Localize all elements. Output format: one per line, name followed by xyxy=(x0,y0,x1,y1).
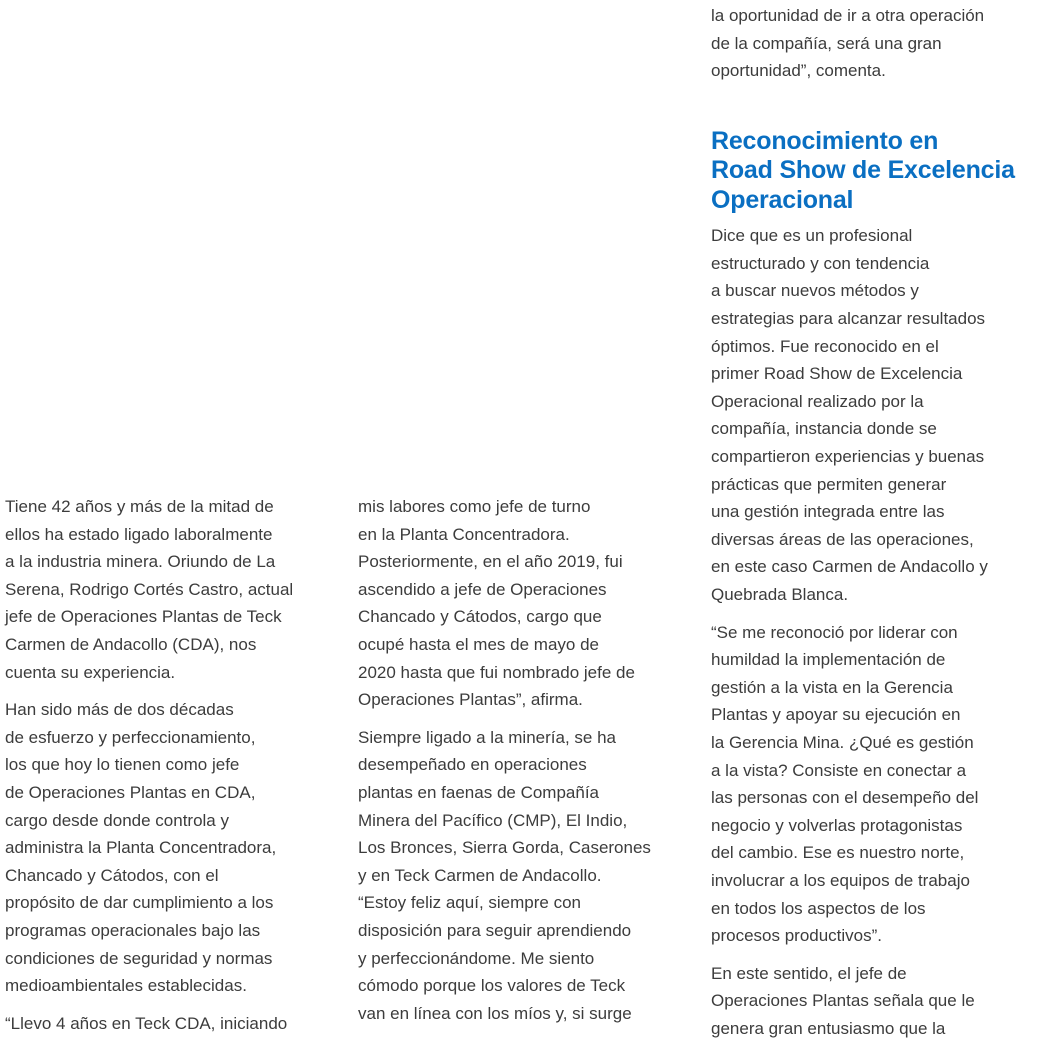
paragraph-quote-start: “Llevo 4 años en Teck CDA, iniciando xyxy=(5,1013,288,1033)
paragraph-quote-continued: mis labores como jefe de turno en la Planta Concentradora. Posteriormente, en el año 2019, fui ascendido a jefe de Operaciones Chancado y Cátodos, cargo que ocupé hasta el mes de mayo de 2020 hasta que fui nombrado jefe de Operaciones Plantas”, afirma. xyxy=(358,497,635,710)
article-column-1 xyxy=(5,493,335,1037)
paragraph-recognition: Dice que es un profesional estructurado y con tendencia a buscar nuevos métodos y estrategias para alcanzar resultados óptimos. Fue reconocido en el primer Road Show de Excelencia Operacional realizado por la compañía, instancia donde se compartieron experiencias y buenas prácticas que permiten generar una gestión integrada entre las diversas áreas de las operaciones, en este caso Carmen de Andacollo y Quebrada Blanca. xyxy=(711,226,988,604)
paragraph-quote-end: la oportunidad de ir a otra operación de la compañía, será una gran oportunidad”, comenta. xyxy=(711,6,985,81)
article-column-3 xyxy=(711,2,1037,1043)
paragraph-recognition-quote: “Se me reconoció por liderar con humildad la implementación de gestión a la vista en la Gerencia Plantas y apoyar su ejecución en la Gerencia Mina. ¿Qué es gestión a la vista? Consiste en conectar a las personas con el desempeño del negocio y volverlas protagonistas del cambio. Ese es nuestro norte, involucrar a los equipos de trabajo en todos los aspectos de los procesos productivos”. xyxy=(711,622,979,946)
paragraph-quote-happy: “Estoy feliz aquí, siempre con disposición para seguir aprendiendo y perfeccionándome. Me siento cómodo porque los valores de Teck van en línea con los míos y, si surge xyxy=(358,893,632,1023)
paragraph-enthusiasm: En este sentido, el jefe de Operaciones Plantas señala que le genera gran entusiasmo que la xyxy=(711,963,975,1038)
section-heading: Reconocimiento en Road Show de Excelencia Operacional xyxy=(711,126,1015,214)
paragraph-intro: Tiene 42 años y más de la mitad de ellos ha estado ligado laboralmente a la industria minera. Oriundo de La Serena, Rodrigo Cortés Castro, actual jefe de Operaciones Plantas de Teck Carmen de Andacollo (CDA), nos cuenta su experiencia. xyxy=(5,497,294,682)
article-column-2 xyxy=(358,493,688,1027)
paragraph-career: Han sido más de dos décadas de esfuerzo y perfeccionamiento, los que hoy lo tienen como jefe de Operaciones Plantas en CDA, cargo desde donde controla y administra la Planta Concentradora, Chancado y Cátodos, con el propósito de dar cumplimiento a los programas operacionales bajo las condiciones de seguridad y normas medioambientales establecidas. xyxy=(5,700,277,996)
paragraph-mining-history: Siempre ligado a la minería, se ha desempeñado en operaciones plantas en faenas de Compañía Minera del Pacífico (CMP), El Indio, Los Bronces, Sierra Gorda, Caserones y en Teck Carmen de Andacollo. xyxy=(358,727,651,885)
